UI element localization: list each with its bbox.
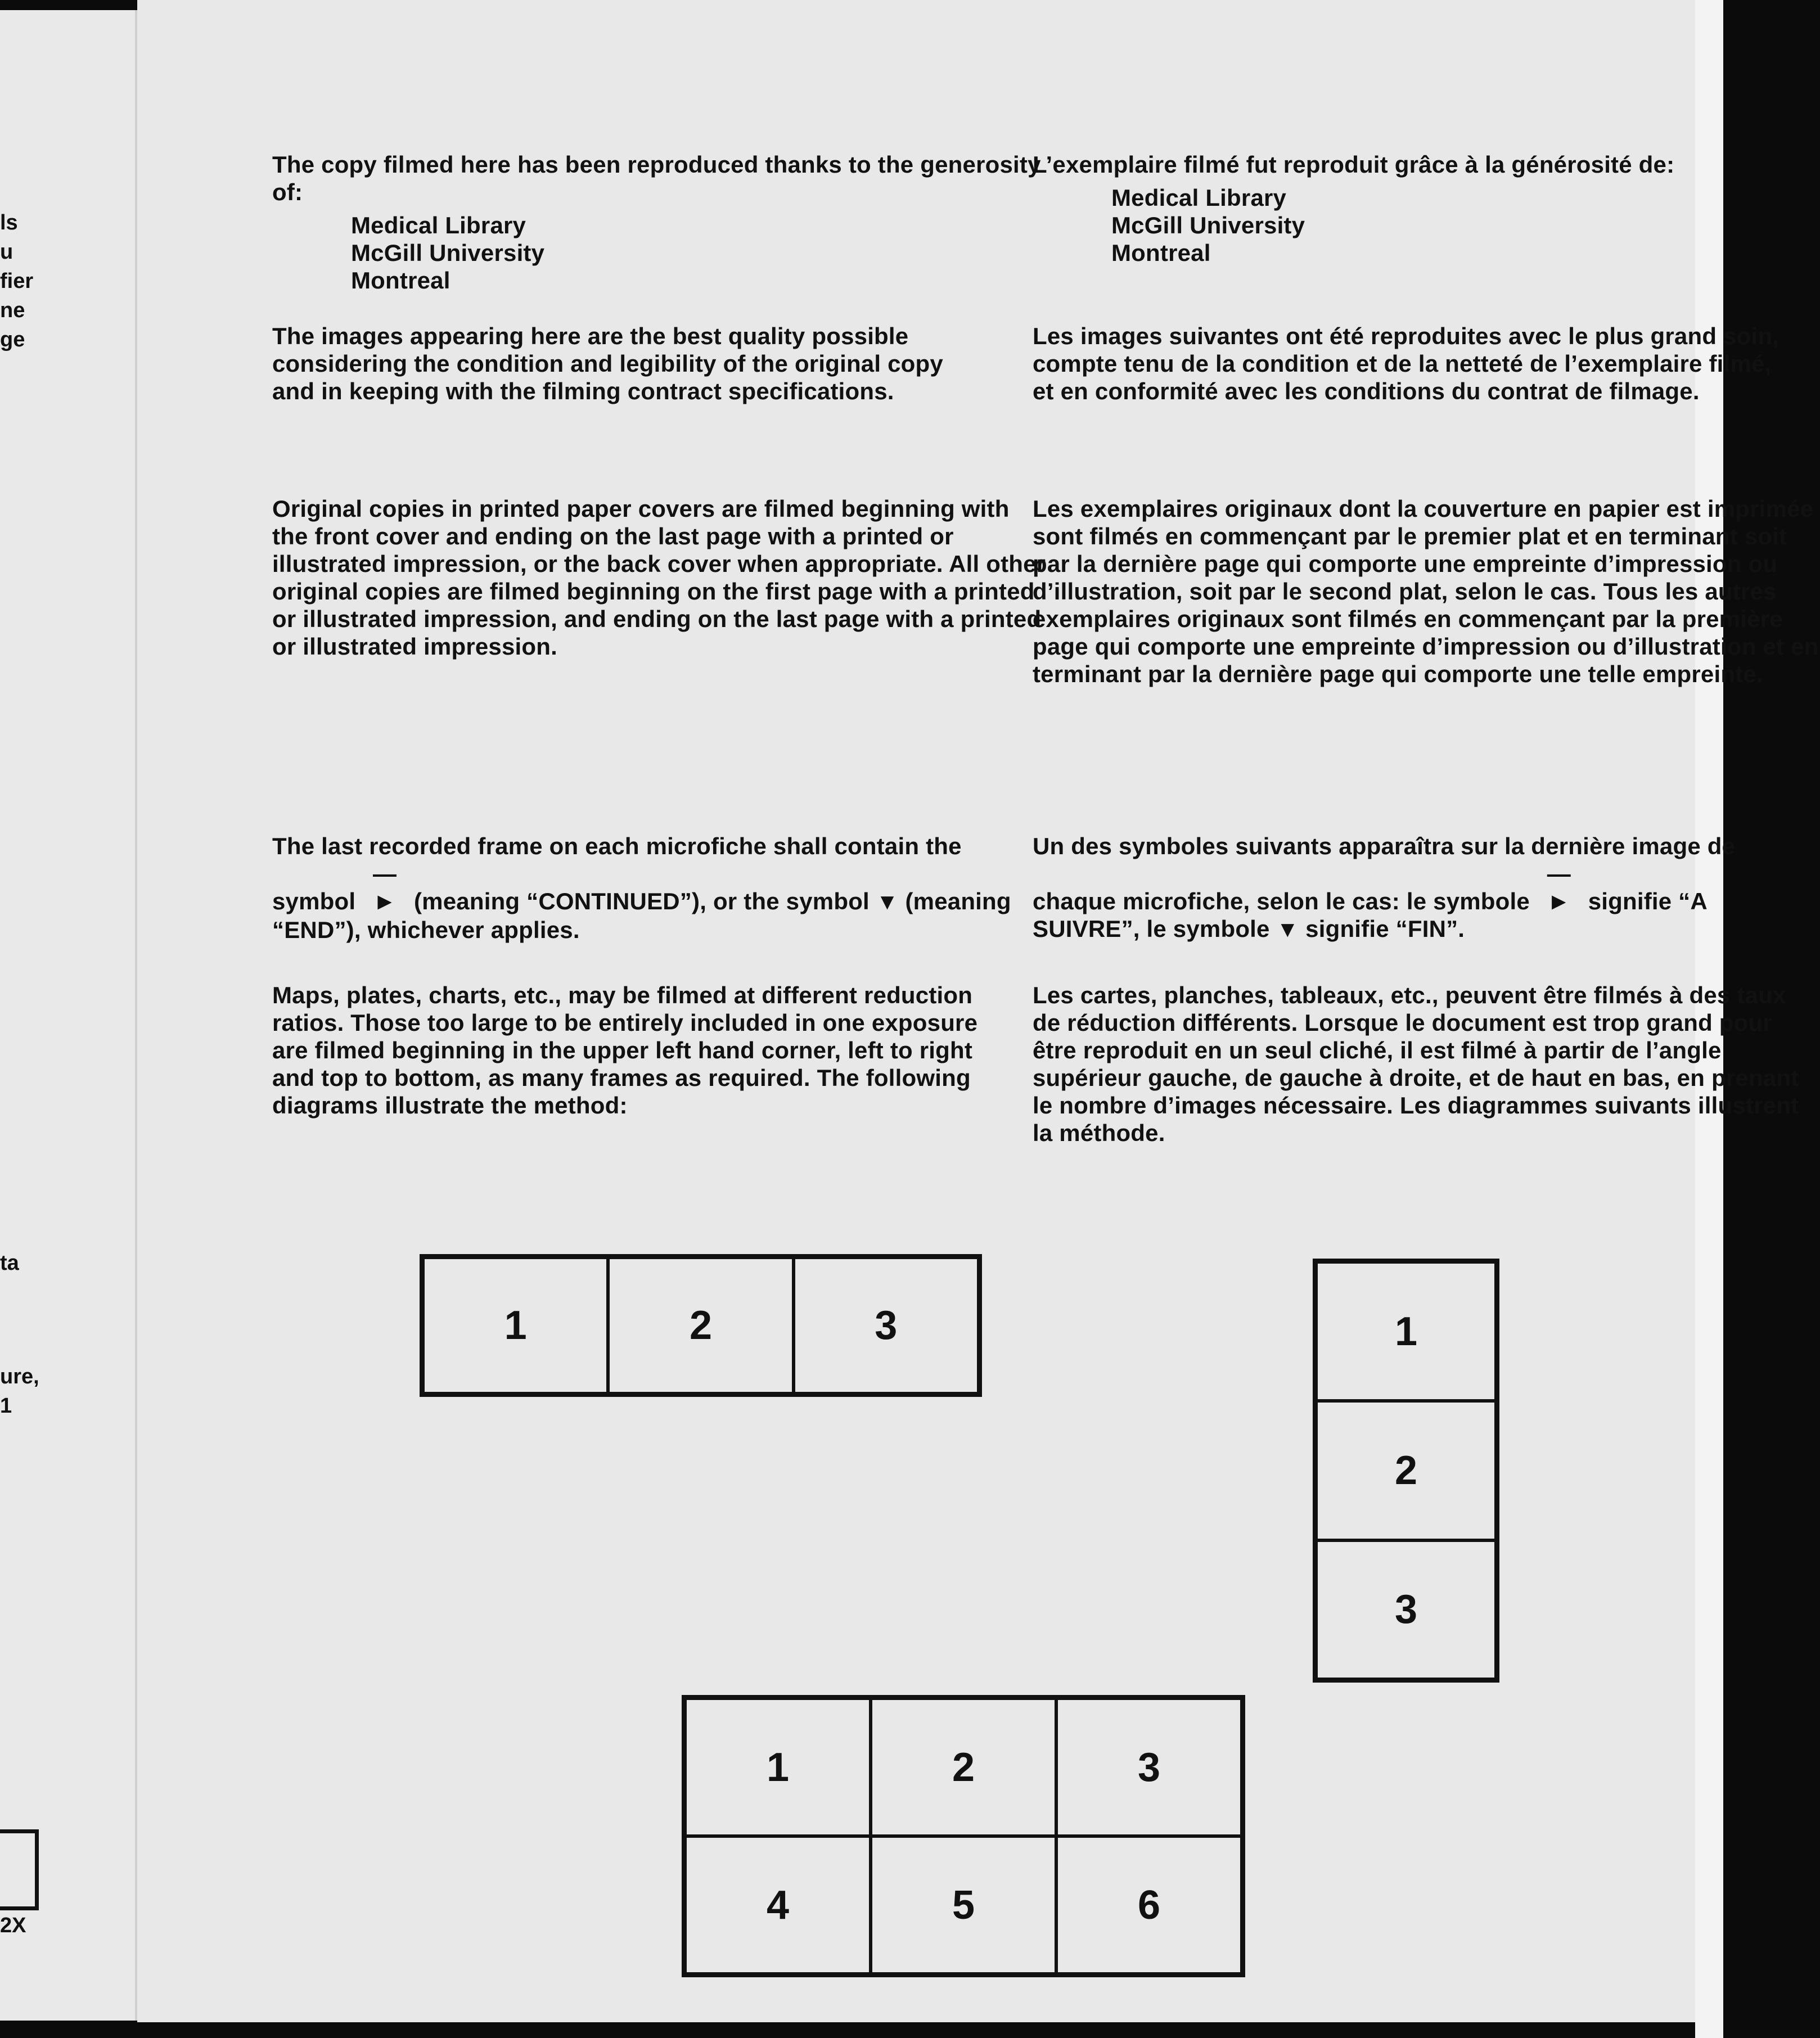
diagram-cell: 3 [794,1257,979,1394]
fragment-text: u [0,240,13,264]
diagram-cell: 2 [608,1257,793,1394]
grid-diagram [682,1695,1245,1977]
diagram-cell: 1 [423,1257,608,1394]
diagram-cell: 3 [1056,1698,1242,1836]
fragment-text: 1 [0,1394,12,1418]
symbols-text: (meaning “END”), whichever applies. [272,888,1011,943]
diagram-cell: 1 [1316,1262,1496,1401]
french-original-copies: Les exemplaires originaux dont la couverture en papier est imprimée sont filmés en commençant par le premier plat et en terminant soit par la dernière page qui comporte une empreinte d’impression ou d’illustration, soit par le second plat, selon le cas. Tous les autres exemplaires originaux sont filmés en commençant par la première page qui comporte une empreinte d’impression ou d’illustration et en terminant par la dernière page qui comporte une telle empreinte. [1033,495,1819,687]
english-maps: Maps, plates, charts, etc., may be filmed at different reduction ratios. Those too large to be entirely included in one exposure are filmed beginning in the upper left hand corner, left to right and top to bottom, as many frames as required. The following diagrams illustrate the method: [272,982,978,1119]
previous-page-strip [0,10,137,2021]
fragment-text: ta [0,1251,19,1275]
symbols-text: signifie “FIN”. [1305,916,1465,942]
fragment-text: fier [0,269,34,293]
english-symbols [272,832,1037,944]
end-triangle-icon: ▼ [876,890,899,914]
french-intro: L’exemplaire filmé fut reproduit grâce à la générosité de: [1033,151,1675,178]
fragment-text: ure, [0,1365,39,1388]
vertical-diagram [1313,1259,1499,1683]
fragment-text: ge [0,328,25,351]
symbols-text: (meaning “CONTINUED”), or the symbol [414,888,870,914]
film-notice-page [137,0,1819,2022]
fragment-label: 2X [0,1914,26,1937]
english-original-copies: Original copies in printed paper covers are filmed beginning with the front cover and ending on the last page with a printed or illustrated impression, or the back cover when appropriate. All other original copies are filmed beginning on the first page with a printed or illustrated impression, and ending on the last page with a printed or illustrated impression. [272,495,1046,660]
diagram-cell: 5 [871,1836,1056,1974]
diagram-cell: 6 [1056,1836,1242,1974]
end-triangle-icon: ▼ [1276,917,1299,942]
diagram-cell: 2 [1316,1401,1496,1540]
institution-line: Medical Library [1111,184,1287,211]
english-intro: The copy filmed here has been reproduced thanks to the generosity of: [272,151,1041,205]
english-quality: The images appearing here are the best quality possible considering the condition and legibility of the original copy and in keeping with the filming contract specifications. [272,323,943,404]
symbols-text: signifie “A SUIVRE”, le symbole [1033,888,1707,942]
institution-line: Medical Library [351,212,526,238]
symbols-text: The last recorded frame on each microfiche shall contain the symbol [272,833,962,914]
fragment-text: ls [0,211,18,235]
institution-line: Montreal [1111,240,1211,266]
fragment-box [0,1829,39,1910]
continued-arrow-icon: —► [373,860,397,914]
french-maps: Les cartes, planches, tableaux, etc., peuvent être filmés à des taux de réduction différents. Lorsque le document est trop grand pour être reproduit en un seul cliché, il est filmé à partir de l’angle supérieur gauche, de gauche à droite, et de haut en bas, en prenant le nombre d’images nécessaire. Les diagrammes suivants illustrent la méthode. [1033,982,1799,1146]
french-symbols [1033,832,1798,944]
diagram-cell: 4 [685,1836,871,1974]
institution-line: Montreal [351,267,451,294]
institution-line: McGill University [1111,212,1305,238]
french-quality: Les images suivantes ont été reproduites avec le plus grand soin, compte tenu de la condition et de la netteté de l’exemplaire filmé, et en conformité avec les conditions du contrat de filmage. [1033,323,1780,404]
symbols-text: Un des symboles suivants apparaîtra sur la dernière image de chaque microfiche, selon le cas: le symbole [1033,833,1736,914]
horizontal-diagram [420,1254,982,1397]
english-intro-block [272,151,1048,294]
diagram-cell: 1 [685,1698,871,1836]
continued-arrow-icon: —► [1547,860,1571,914]
french-intro-block [1033,151,1798,267]
fragment-text: ne [0,299,25,322]
institution-line: McGill University [351,240,545,266]
diagram-cell: 3 [1316,1540,1496,1679]
diagram-cell: 2 [871,1698,1056,1836]
